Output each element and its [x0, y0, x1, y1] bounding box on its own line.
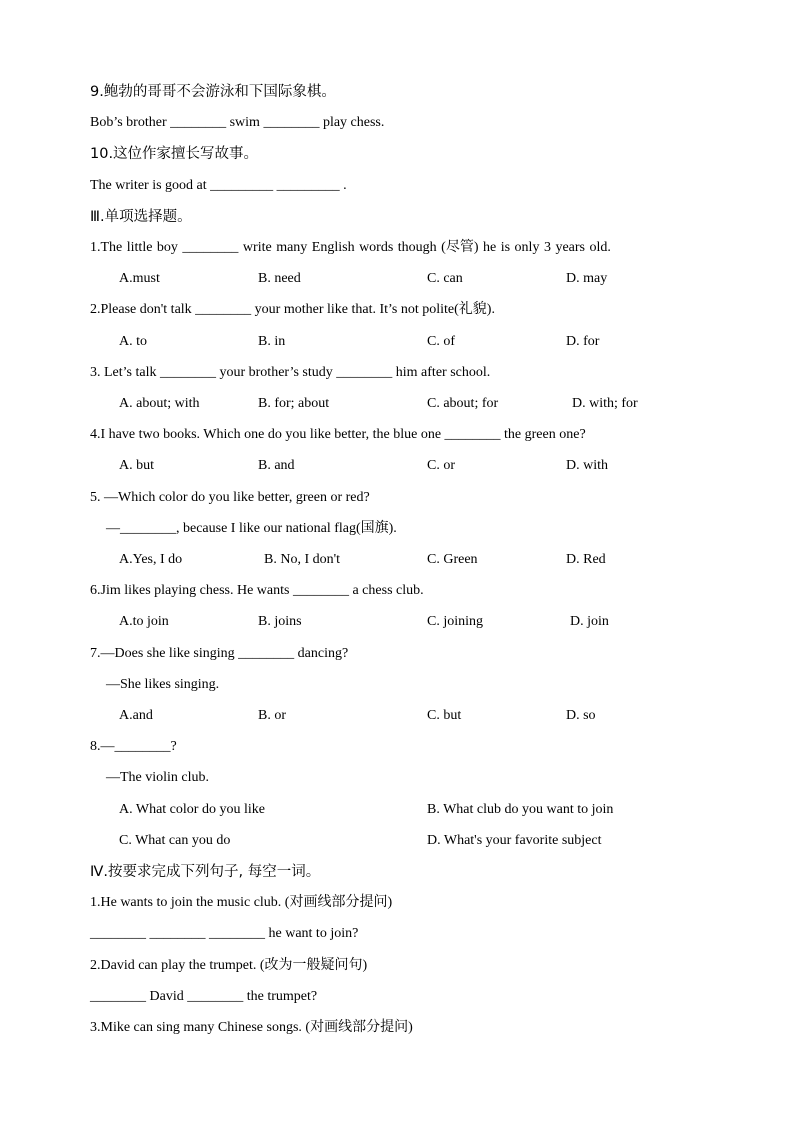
q6-option-d: D. join: [570, 614, 609, 629]
q6-option-a: A.to join: [119, 614, 169, 629]
q3-option-d: D. with; for: [572, 396, 638, 411]
q7-option-b: B. or: [258, 708, 286, 723]
q3-option-b: B. for; about: [258, 396, 330, 411]
mc-question-4: 4.I have two books. Which one do you like better, the blue one ________ the green one?: [90, 427, 586, 442]
q2-option-b: B. in: [258, 334, 286, 349]
q8-option-d: D. What's your favorite subject: [427, 833, 602, 848]
question-10-english: The writer is good at _________ _________ .: [90, 178, 347, 193]
mc-question-8: 8.—________?: [90, 739, 177, 754]
q7-option-c: C. but: [427, 708, 462, 723]
question-10-chinese: 10.这位作家擅长写故事。: [90, 146, 259, 162]
q2-option-d: D. for: [566, 334, 600, 349]
q2-option-c: C. of: [427, 334, 455, 349]
q4-option-d: D. with: [566, 458, 608, 473]
mc-question-7-reply: —She likes singing.: [106, 677, 220, 692]
q7-option-a: A.and: [119, 708, 153, 723]
mc-question-5-reply: —________, because I like our national flag(国旗).: [106, 521, 397, 536]
q3-option-c: C. about; for: [427, 396, 499, 411]
q4-option-a: A. but: [119, 458, 154, 473]
q5-option-c: C. Green: [427, 552, 478, 567]
mc-question-3: 3. Let’s talk ________ your brother’s study ________ him after school.: [90, 365, 491, 380]
rewrite-question-2-answer: ________ David ________ the trumpet?: [90, 989, 318, 1004]
q5-option-b: B. No, I don't: [264, 552, 341, 567]
q4-option-c: C. or: [427, 458, 455, 473]
q8-option-b: B. What club do you want to join: [427, 802, 614, 817]
section-3-heading: Ⅲ.单项选择题。: [90, 209, 192, 225]
q1-option-a: A.must: [119, 271, 160, 286]
mc-question-5: 5. —Which color do you like better, green or red?: [90, 490, 370, 505]
q7-option-d: D. so: [566, 708, 596, 723]
q1-option-c: C. can: [427, 271, 463, 286]
q2-option-a: A. to: [119, 334, 147, 349]
q4-option-b: B. and: [258, 458, 295, 473]
question-9-chinese: 9.鲍勃的哥哥不会游泳和下国际象棋。: [90, 84, 336, 100]
q5-option-d: D. Red: [566, 552, 606, 567]
rewrite-question-2: 2.David can play the trumpet. (改为一般疑问句): [90, 958, 368, 973]
q6-option-c: C. joining: [427, 614, 484, 629]
rewrite-question-1: 1.He wants to join the music club. (对画线部分提问): [90, 895, 393, 910]
q5-option-a: A.Yes, I do: [119, 552, 183, 567]
mc-question-6: 6.Jim likes playing chess. He wants ________ a chess club.: [90, 583, 424, 598]
section-4-heading: Ⅳ.按要求完成下列句子, 每空一词。: [90, 864, 321, 880]
mc-question-1: 1.The little boy ________ write many English words though (尽管) he is only 3 years old.: [90, 240, 611, 255]
question-9-english: Bob’s brother ________ swim ________ play chess.: [90, 115, 385, 130]
mc-question-2: 2.Please don't talk ________ your mother like that. It’s not polite(礼貌).: [90, 302, 495, 317]
q1-option-d: D. may: [566, 271, 608, 286]
q8-option-a: A. What color do you like: [119, 802, 265, 817]
q3-option-a: A. about; with: [119, 396, 200, 411]
rewrite-question-1-answer: ________ ________ ________ he want to join?: [90, 926, 359, 941]
q1-option-b: B. need: [258, 271, 301, 286]
q6-option-b: B. joins: [258, 614, 302, 629]
q8-option-c: C. What can you do: [119, 833, 231, 848]
mc-question-8-reply: —The violin club.: [106, 770, 210, 785]
rewrite-question-3: 3.Mike can sing many Chinese songs. (对画线部分提问): [90, 1020, 413, 1035]
mc-question-7: 7.—Does she like singing ________ dancing?: [90, 646, 349, 661]
